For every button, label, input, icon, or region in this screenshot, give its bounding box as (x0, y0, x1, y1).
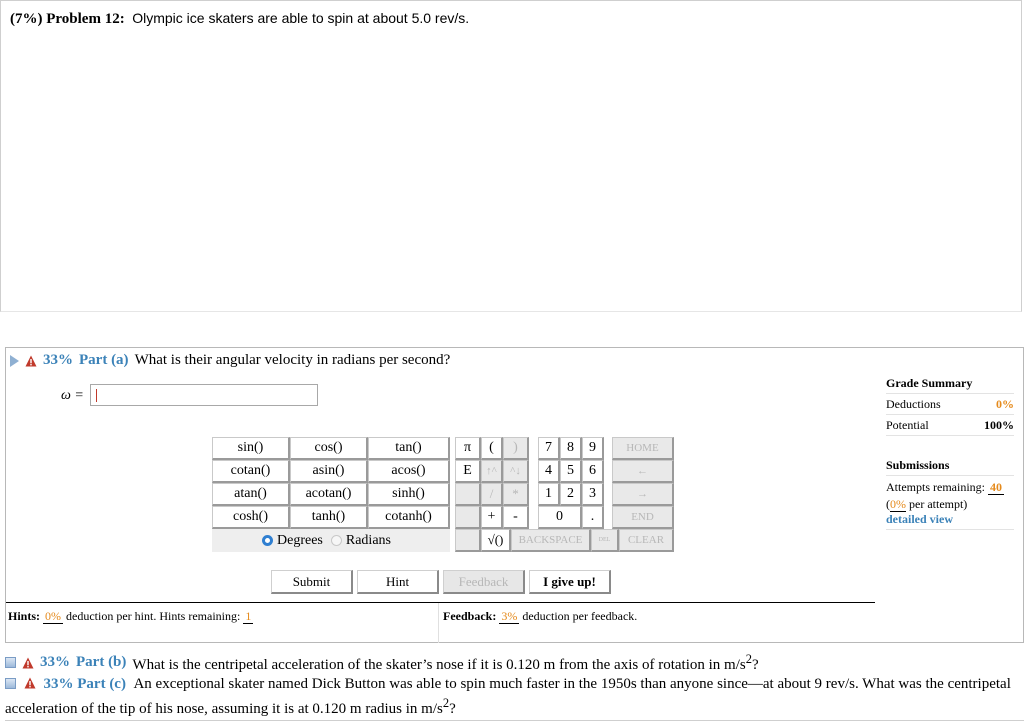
divide-button[interactable]: / (481, 483, 503, 506)
other-parts (5, 650, 1015, 719)
digit-7-button[interactable]: 7 (538, 437, 560, 460)
divider (5, 720, 1024, 721)
radians-radio[interactable] (331, 535, 342, 546)
feedback-info (443, 609, 637, 624)
potential-label: Potential (886, 418, 929, 432)
pi-button[interactable]: π (455, 437, 481, 460)
hint-button[interactable]: Hint (357, 570, 439, 594)
collapsed-part-icon[interactable] (5, 678, 16, 689)
plus-button[interactable]: + (481, 506, 503, 529)
text-caret (96, 389, 97, 402)
problem-panel (0, 0, 1022, 312)
variable-label: ω = (61, 388, 84, 403)
del-button[interactable]: DEL (591, 529, 619, 552)
cos-button[interactable]: cos() (290, 437, 368, 460)
per-attempt-value: 0% (890, 497, 906, 511)
digit-9-button[interactable]: 9 (582, 437, 604, 460)
warning-icon (24, 677, 36, 689)
part-a-question: What is their angular velocity in radians per second? (134, 352, 451, 368)
digit-5-button[interactable]: 5 (560, 460, 582, 483)
grade-summary (886, 376, 1014, 530)
answer-input[interactable] (90, 384, 318, 406)
hints-remaining: 1 (245, 609, 252, 623)
e-button[interactable]: E (455, 460, 481, 483)
tan-button[interactable]: tan() (368, 437, 450, 460)
per-attempt-text: per attempt) (909, 497, 968, 511)
decimal-point-button[interactable]: . (582, 506, 604, 529)
hints-text: deduction per hint. Hints remaining: (66, 609, 241, 623)
hints-label: Hints: (8, 609, 41, 623)
divider (6, 602, 875, 603)
feedback-deduction: 3% (501, 609, 518, 623)
feedback-label: Feedback: (443, 609, 497, 623)
end-button[interactable]: END (612, 506, 674, 529)
sin-button[interactable]: sin() (212, 437, 290, 460)
tanh-button[interactable]: tanh() (290, 506, 368, 529)
attempts-label: Attempts remaining: (886, 480, 985, 494)
per-attempt-row (886, 497, 1014, 512)
part-a-percent: 33% (43, 352, 73, 368)
part-b-sup: 2 (745, 652, 752, 666)
submit-button[interactable]: Submit (271, 570, 353, 594)
problem-label: Problem 12: (46, 11, 125, 27)
sinh-button[interactable]: sinh() (368, 483, 450, 506)
potential-row (886, 418, 1014, 436)
part-c-header[interactable] (5, 675, 1015, 719)
digit-6-button[interactable]: 6 (582, 460, 604, 483)
detailed-view-link[interactable]: detailed view (886, 512, 953, 526)
blank-key (455, 483, 481, 506)
digit-2-button[interactable]: 2 (560, 483, 582, 506)
per-attempt-open: ( (886, 497, 890, 511)
part-a-label: Part (a) (79, 352, 129, 368)
hints-info (8, 609, 253, 624)
part-c-percent: 33% (43, 676, 74, 692)
subscript-down-button[interactable]: ^↓ (503, 460, 529, 483)
deductions-value: 0% (996, 397, 1014, 411)
warning-icon (25, 355, 37, 367)
digit-0-button[interactable]: 0 (538, 506, 582, 529)
part-a-panel (5, 347, 1024, 643)
deductions-row (886, 397, 1014, 415)
asin-button[interactable]: asin() (290, 460, 368, 483)
cosh-button[interactable]: cosh() (212, 506, 290, 529)
acotan-button[interactable]: acotan() (290, 483, 368, 506)
blank-key (455, 506, 481, 529)
atan-button[interactable]: atan() (212, 483, 290, 506)
clear-button[interactable]: CLEAR (619, 529, 674, 552)
detailed-view-row (886, 512, 1014, 530)
submissions-title: Submissions (886, 458, 1014, 476)
expand-play-icon[interactable] (10, 355, 19, 367)
close-paren-button[interactable]: ) (503, 437, 529, 460)
part-b-question: What is the centripetal acceleration of the skater’s nose if it is 0.120 m from the axis of rotation in m/s (132, 657, 746, 673)
attempts-value: 40 (989, 480, 1002, 494)
cursor-left-button[interactable]: ← (612, 460, 674, 483)
radians-label: Radians (345, 532, 391, 548)
collapsed-part-icon[interactable] (5, 657, 16, 668)
problem-statement: Olympic ice skaters are able to spin at about 5.0 rev/s. (132, 10, 470, 26)
digit-1-button[interactable]: 1 (538, 483, 560, 506)
degrees-radio[interactable] (262, 535, 273, 546)
degrees-label: Degrees (277, 532, 323, 548)
feedback-text: deduction per feedback. (522, 609, 638, 623)
warning-icon (22, 657, 34, 669)
home-button[interactable]: HOME (612, 437, 674, 460)
digit-4-button[interactable]: 4 (538, 460, 560, 483)
blank-key (455, 529, 481, 552)
hint-deduction: 0% (45, 609, 62, 623)
acos-button[interactable]: acos() (368, 460, 450, 483)
potential-value: 100% (984, 418, 1014, 432)
sqrt-button[interactable]: √() (481, 529, 511, 552)
part-c-end: ? (449, 701, 456, 717)
open-paren-button[interactable]: ( (481, 437, 503, 460)
problem-title (10, 10, 469, 28)
multiply-button[interactable]: * (503, 483, 529, 506)
superscript-up-button[interactable]: ↑^ (481, 460, 503, 483)
cursor-right-button[interactable]: → (612, 483, 674, 506)
part-b-question-wrap (132, 650, 758, 675)
cotanh-button[interactable]: cotanh() (368, 506, 450, 529)
backspace-button[interactable]: BACKSPACE (511, 529, 591, 552)
part-b-percent: 33% (40, 654, 70, 670)
give-up-button[interactable]: I give up! (529, 570, 611, 594)
feedback-button[interactable]: Feedback (443, 570, 525, 594)
part-b-header[interactable] (5, 650, 1015, 675)
problem-weight: (7%) (10, 11, 43, 27)
part-c-sup: 2 (442, 696, 450, 710)
part-a-header (10, 352, 450, 369)
angle-mode-selector (212, 529, 450, 552)
cotan-button[interactable]: cotan() (212, 460, 290, 483)
part-c-question: An exceptional skater named Dick Button was able to spin much faster in the 1950s than anyone since—at about 9 rev/s. What was the centripetal acceleration of the tip of his nose, assuming it is at 0.120 m radius in m/s (5, 676, 1011, 717)
digit-8-button[interactable]: 8 (560, 437, 582, 460)
grade-summary-title: Grade Summary (886, 376, 1014, 394)
deductions-label: Deductions (886, 397, 941, 411)
digit-3-button[interactable]: 3 (582, 483, 604, 506)
divider (438, 603, 439, 643)
part-b-end: ? (751, 657, 759, 673)
minus-button[interactable]: - (503, 506, 529, 529)
part-b-label: Part (b) (76, 654, 127, 670)
attempts-row (886, 480, 1014, 495)
part-c-label: Part (c) (77, 676, 126, 692)
